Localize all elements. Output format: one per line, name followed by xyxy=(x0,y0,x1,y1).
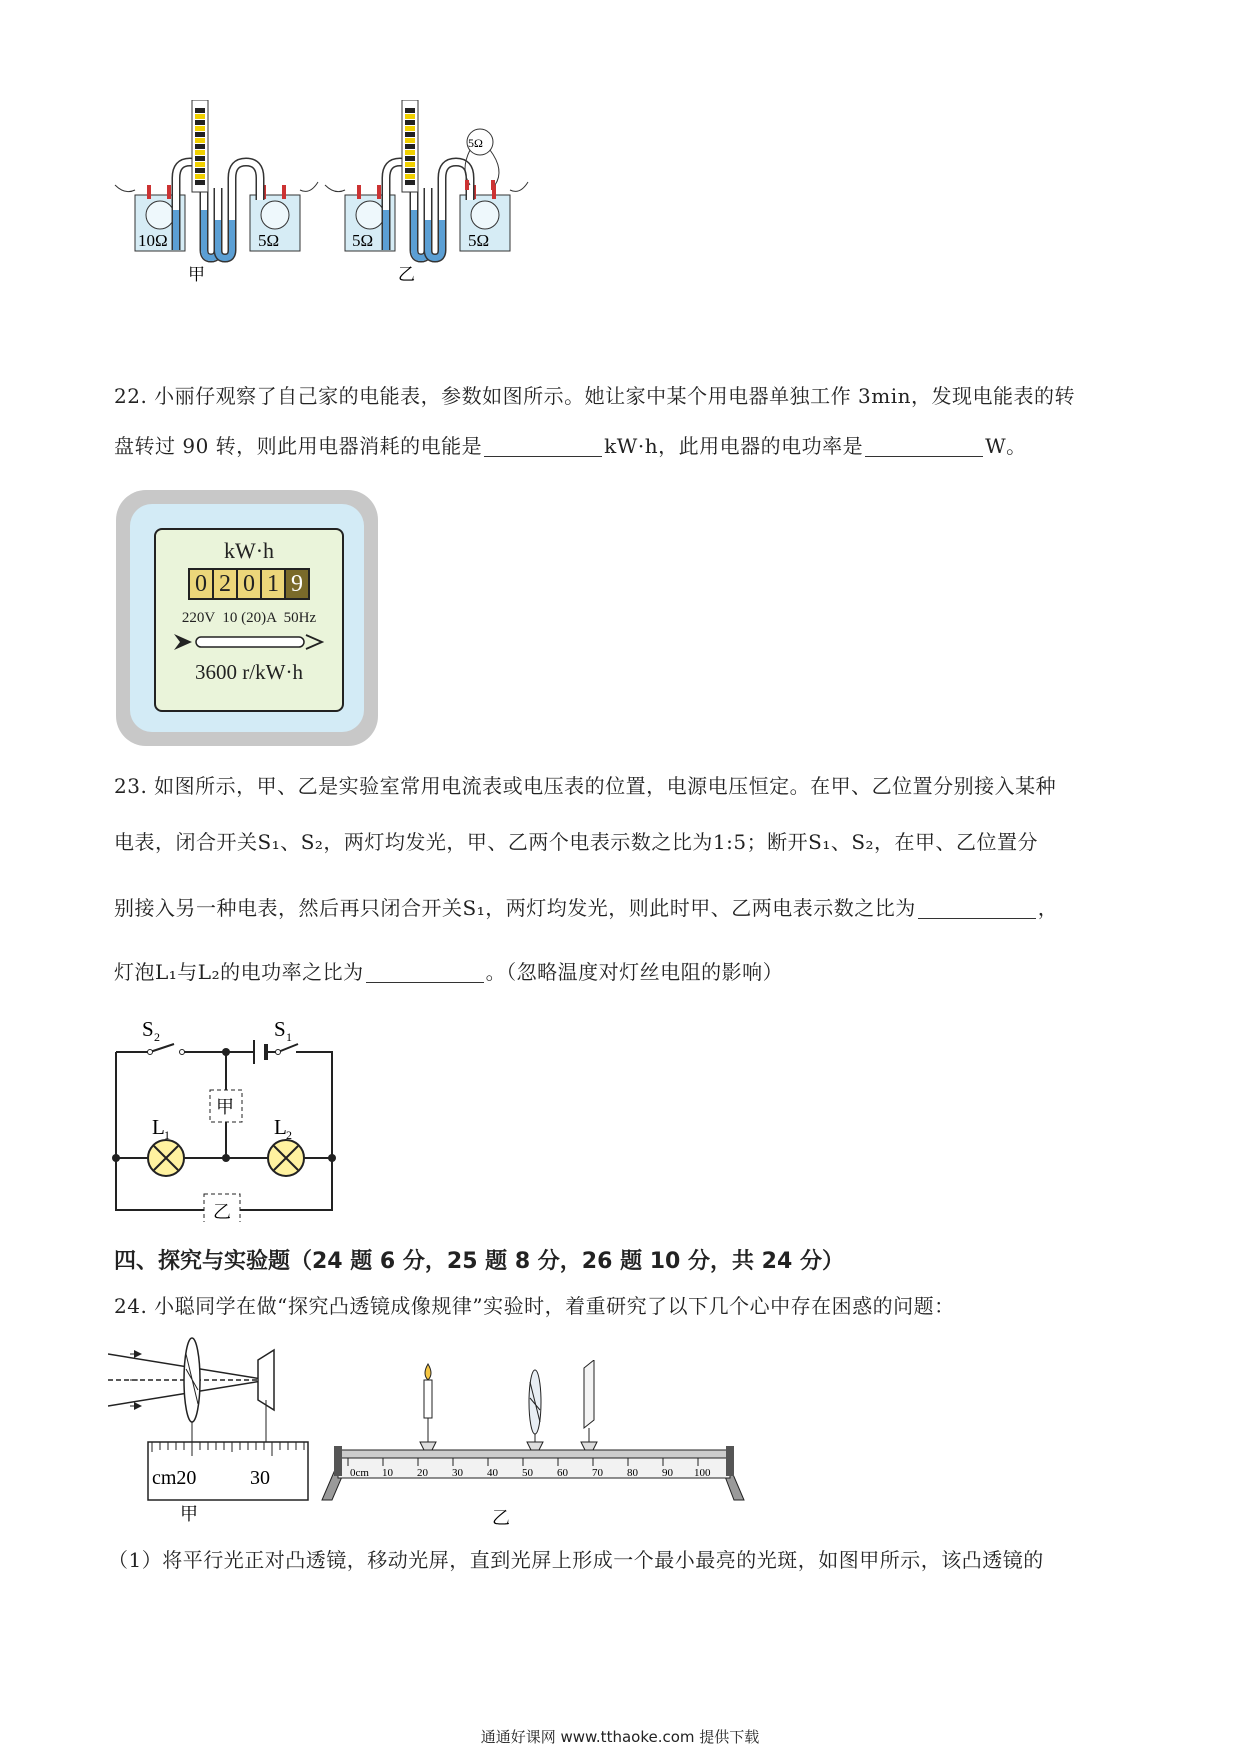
bench-tick: 100 xyxy=(694,1467,711,1479)
ruler-label-30: 30 xyxy=(250,1467,270,1489)
meter-digit: 2 xyxy=(214,568,238,600)
resistor-label-a: 10Ω xyxy=(138,231,168,250)
bench-tick: 40 xyxy=(487,1467,498,1479)
q23-line4 xyxy=(114,958,783,986)
convex-lens-icon xyxy=(527,1370,543,1450)
bench-tick: 50 xyxy=(522,1467,533,1479)
q23-line1: 23. 如图所示，甲、乙是实验室常用电流表或电压表的位置，电源电压恒定。在甲、乙位置分别接入某种 xyxy=(114,774,1057,798)
screen-icon xyxy=(581,1360,597,1450)
figure-label-yi: 乙 xyxy=(492,1508,510,1528)
meter-digit: 1 xyxy=(262,568,286,600)
apparatus-yi xyxy=(325,100,528,284)
q22-text-b: kW·h，此用电器的电功率是 xyxy=(604,434,864,458)
figure-label-jia: 甲 xyxy=(188,265,205,284)
lamp-l2-label: L xyxy=(274,1115,287,1139)
q22-text-c: W。 xyxy=(985,434,1027,458)
answer-blank-ratio-meters[interactable] xyxy=(918,898,1036,919)
q23-line2: 电表，闭合开关S₁、S₂，两灯均发光，甲、乙两个电表示数之比为1:5；断开S₁、S₂，在甲、乙位置分 xyxy=(114,830,1039,854)
bench-tick: 80 xyxy=(627,1467,638,1479)
q24-line1: 24. 小聪同学在做“探究凸透镜成像规律”实验时，着重研究了以下几个心中存在困惑的问题： xyxy=(114,1294,955,1318)
candle-icon xyxy=(420,1364,436,1450)
bench-tick: 10 xyxy=(382,1467,393,1479)
lamp-l1-label: L xyxy=(152,1115,165,1139)
meter-digit-decimal: 9 xyxy=(286,568,310,600)
bench-tick: 0cm xyxy=(350,1467,369,1479)
resistor-label-top: 5Ω xyxy=(468,136,483,150)
q23-text-d: 。（忽略温度对灯丝电阻的影响） xyxy=(485,960,784,984)
q22-text-a: 盘转过 90 转，则此用电器消耗的电能是 xyxy=(114,434,483,458)
bench-tick: 30 xyxy=(452,1467,463,1479)
figure-label-yi: 乙 xyxy=(398,265,415,284)
bench-tick: 90 xyxy=(662,1467,673,1479)
lens-focus-figure xyxy=(108,1334,318,1524)
optical-bench-figure xyxy=(318,1360,758,1530)
circuit-diagram xyxy=(104,1010,354,1222)
ruler-label-cm20: cm20 xyxy=(152,1467,197,1489)
lamp-l2-sub: 2 xyxy=(286,1128,292,1142)
meter-face xyxy=(154,528,344,712)
switch-s2-label: S xyxy=(142,1017,154,1041)
q23-text-a: 别接入另一种电表，然后再只闭合开关S₁，两灯均发光，则此时甲、乙两电表示数之比为 xyxy=(114,896,916,920)
resistor-label-b: 5Ω xyxy=(258,231,280,250)
meter-position-yi: 乙 xyxy=(213,1202,231,1222)
lamp-l1-icon xyxy=(148,1140,184,1176)
meter-digit: 0 xyxy=(188,568,214,600)
q22-line1: 22. 小丽仔观察了自己家的电能表，参数如图所示。她让家中某个用电器单独工作 3min，发现电能表的转 xyxy=(114,384,1075,408)
electric-meter xyxy=(116,490,378,746)
meter-digit: 0 xyxy=(238,568,262,600)
switch-s1-sub: 1 xyxy=(286,1030,292,1044)
switch-s1-label: S xyxy=(274,1017,286,1041)
meter-position-jia: 甲 xyxy=(216,1097,234,1117)
joule-apparatus-figure xyxy=(110,100,580,310)
section-heading: 四、探究与实验题（24 题 6 分，25 题 8 分，26 题 10 分，共 24 分） xyxy=(114,1249,844,1274)
figure-label-jia: 甲 xyxy=(180,1504,198,1524)
answer-blank-energy[interactable] xyxy=(484,436,602,457)
meter-arrow-icon xyxy=(174,631,324,653)
answer-blank-power[interactable] xyxy=(865,436,983,457)
resistor-label-d: 5Ω xyxy=(468,231,490,250)
q22-line2 xyxy=(114,432,1027,460)
switch-s2-sub: 2 xyxy=(154,1030,160,1044)
meter-unit: kW·h xyxy=(223,538,275,563)
meter-rate: 3600 r/kW·h xyxy=(195,660,303,684)
q23-text-b: ， xyxy=(1037,896,1059,920)
meter-digits xyxy=(156,568,342,600)
page-footer: 通通好课网 www.tthaoke.com 提供下载 xyxy=(480,1728,760,1746)
q24-sub1: （1）将平行光正对凸透镜，移动光屏，直到光屏上形成一个最小最亮的光斑，如图甲所示，该凸透镜的 xyxy=(108,1548,1044,1572)
q23-text-c: 灯泡L₁与L₂的电功率之比为 xyxy=(114,960,364,984)
apparatus-jia xyxy=(115,100,318,284)
answer-blank-ratio-power[interactable] xyxy=(366,962,484,983)
resistor-label-c: 5Ω xyxy=(352,231,374,250)
lamp-l2-icon xyxy=(268,1140,304,1176)
bench-tick: 70 xyxy=(592,1467,603,1479)
meter-specs: 220V 10 (20)A 50Hz xyxy=(181,610,317,626)
bench-tick: 20 xyxy=(417,1467,428,1479)
q23-line3 xyxy=(114,894,1058,922)
lamp-l1-sub: 1 xyxy=(164,1128,170,1142)
bench-tick: 60 xyxy=(557,1467,568,1479)
